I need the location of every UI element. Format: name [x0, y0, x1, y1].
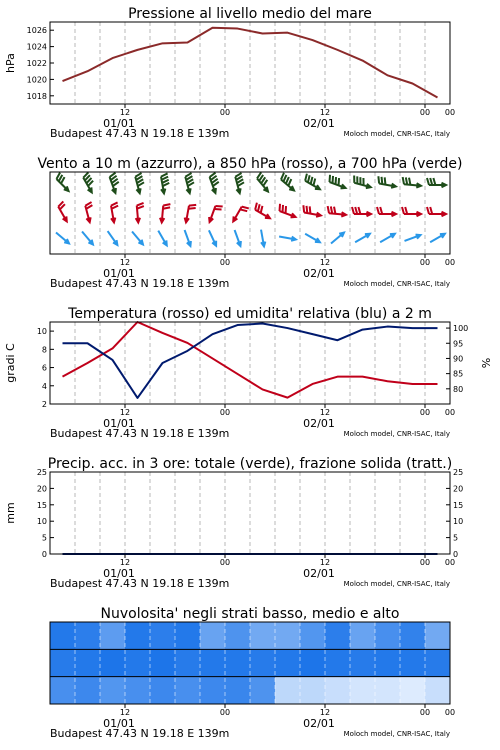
x-tick-label: 00 — [419, 108, 431, 117]
wind-barb — [58, 201, 67, 221]
y-axis-label: hPa — [4, 53, 17, 73]
cloud-cell — [300, 622, 326, 649]
x-tick-label: 12 — [319, 108, 331, 117]
x-tick-label: 00 — [444, 708, 456, 717]
wind-barb — [281, 173, 294, 191]
y-axis-left-2 — [37, 327, 54, 409]
cloud-cell — [300, 677, 326, 704]
cloud-cell — [250, 677, 276, 704]
wind-barb — [235, 173, 244, 193]
y-axis-right-2 — [446, 324, 468, 394]
wind-barb — [160, 204, 170, 222]
x-tick-label: 00 — [219, 558, 231, 567]
y-axis-right-3 — [446, 468, 463, 559]
cloud-cell — [400, 622, 426, 649]
wind-barb — [331, 233, 344, 244]
x-tick-label: 00 — [219, 258, 231, 267]
y-axis-label: gradi C — [4, 343, 17, 383]
wind-barb — [355, 234, 370, 243]
cloud-cell — [250, 649, 276, 676]
x-axis-0 — [50, 104, 455, 140]
wind-barb — [402, 207, 421, 216]
wind-barb — [210, 173, 219, 193]
plot-frame — [50, 22, 450, 104]
wind-barb — [427, 207, 446, 216]
location-label: Budapest 47.43 N 19.18 E 139m — [50, 277, 230, 290]
wind-barb — [233, 207, 249, 222]
cloud-cell — [200, 649, 226, 676]
wind-barb — [209, 206, 223, 222]
panel-title-3: Precip. acc. in 3 ore: totale (verde), frazione solida (tratt.) — [47, 456, 453, 472]
x-tick-label: 00 — [444, 408, 456, 417]
panel-1 — [75, 172, 425, 254]
x-tick-label: 12 — [119, 408, 131, 417]
y-axis-left-3 — [37, 468, 54, 559]
x-date-label: 01/01 — [103, 417, 135, 430]
model-credit: Moloch model, CNR-ISAC, Italy — [343, 130, 450, 138]
cloud-cell — [325, 649, 351, 676]
wind-barb — [261, 230, 265, 247]
y-tick-label: 6 — [41, 363, 47, 373]
cloud-cell — [150, 677, 176, 704]
y-tick-label: 25 — [36, 468, 47, 477]
x-tick-label: 00 — [219, 708, 231, 717]
y-tick-label: 0 — [41, 550, 47, 559]
y-axis-label: mm — [4, 502, 17, 524]
y-axis-label-right: % — [480, 357, 493, 369]
x-tick-label: 00 — [444, 558, 456, 567]
location-label: Budapest 47.43 N 19.18 E 139m — [50, 127, 230, 140]
y-tick-label: 85 — [453, 369, 464, 379]
wind-barb — [427, 178, 446, 187]
model-credit: Moloch model, CNR-ISAC, Italy — [343, 280, 450, 288]
wind-barb — [132, 231, 143, 244]
wind-barb — [235, 230, 241, 246]
x-tick-label: 12 — [319, 558, 331, 567]
y-tick-label: 15 — [36, 500, 47, 510]
cloud-cell — [175, 677, 201, 704]
barbs-850hpa — [58, 201, 446, 222]
x-date-label: 01/01 — [103, 117, 135, 130]
x-tick-label: 12 — [319, 408, 331, 417]
wind-barb — [354, 176, 371, 189]
plot-frame — [50, 472, 450, 554]
wind-barb — [111, 202, 118, 222]
wind-barb — [305, 174, 320, 190]
x-tick-label: 12 — [119, 708, 131, 717]
wind-barb — [85, 202, 92, 222]
wind-barb — [405, 235, 421, 241]
cloud-cell — [350, 677, 376, 704]
x-date-label: 02/01 — [303, 567, 335, 580]
wind-barb — [185, 205, 197, 222]
wind-barb — [110, 173, 119, 193]
y-tick-label: 4 — [41, 381, 47, 391]
wind-barb — [328, 206, 346, 216]
y-tick-label: 8 — [41, 345, 47, 355]
wind-barb — [280, 204, 296, 218]
cloud-cell — [225, 622, 251, 649]
x-tick-label: 00 — [419, 258, 431, 267]
cloud-cell — [425, 649, 451, 676]
wind-barb — [136, 203, 144, 223]
cloud-cell — [150, 649, 176, 676]
wind-barb — [185, 173, 194, 193]
wind-barb — [305, 234, 320, 243]
x-date-label: 02/01 — [303, 417, 335, 430]
panel-title-0: Pressione al livello medio del mare — [128, 6, 372, 22]
y-tick-label: 20 — [453, 484, 464, 494]
cloud-cell — [175, 622, 201, 649]
x-tick-label: 00 — [419, 558, 431, 567]
panel-title-1: Vento a 10 m (azzurro), a 850 hPa (rosso), a 700 hPa (verde) — [37, 156, 463, 172]
y-tick-label: 2 — [41, 400, 47, 409]
cloud-cell — [350, 649, 376, 676]
y-tick-label: 1026 — [26, 26, 47, 36]
wind-barb — [380, 234, 395, 243]
y-tick-label: 1022 — [26, 59, 47, 68]
wind-barb — [330, 175, 346, 189]
cloud-cell — [125, 677, 151, 704]
cloud-cell — [400, 677, 426, 704]
model-credit: Moloch model, CNR-ISAC, Italy — [343, 430, 450, 438]
model-credit: Moloch model, CNR-ISAC, Italy — [343, 580, 450, 588]
wind-barb — [430, 234, 445, 243]
y-tick-label: 90 — [453, 354, 464, 364]
cloud-cell — [275, 622, 301, 649]
wind-barb — [403, 177, 421, 187]
cloud-cell — [100, 677, 126, 704]
x-tick-label: 12 — [119, 108, 131, 117]
y-tick-label: 25 — [453, 468, 464, 477]
cloud-cell — [275, 677, 301, 704]
y-tick-label: 100 — [453, 324, 469, 334]
location-label: Budapest 47.43 N 19.18 E 139m — [50, 577, 230, 590]
cloud-cell — [400, 649, 426, 676]
wind-barb — [303, 205, 320, 217]
panel-title-4: Nuvolosita' negli strati basso, medio e alto — [100, 606, 400, 622]
x-date-label: 01/01 — [103, 717, 135, 730]
cloud-cell — [225, 677, 251, 704]
y-tick-label: 5 — [453, 533, 459, 543]
x-date-label: 01/01 — [103, 267, 135, 280]
wind-barb — [255, 203, 270, 219]
x-date-label: 02/01 — [303, 267, 335, 280]
y-tick-label: 10 — [36, 327, 47, 337]
wind-barb — [352, 207, 371, 216]
cloud-cell — [75, 677, 101, 704]
x-tick-label: 00 — [419, 408, 431, 417]
cloud-cell — [200, 622, 226, 649]
cloud-cell — [250, 622, 276, 649]
wind-barb — [161, 173, 169, 193]
panel-2 — [75, 322, 425, 404]
cloud-cell — [300, 649, 326, 676]
cloud-cell — [50, 622, 76, 649]
x-axis-2 — [50, 404, 455, 440]
cloud-cell — [425, 622, 451, 649]
cloud-cell — [100, 649, 126, 676]
location-label: Budapest 47.43 N 19.18 E 139m — [50, 727, 230, 740]
wind-barb — [279, 237, 296, 241]
panel-3 — [75, 472, 425, 554]
x-tick-label: 12 — [319, 258, 331, 267]
cloud-cell — [150, 622, 176, 649]
y-tick-label: 95 — [453, 339, 464, 349]
y-tick-label: 1018 — [26, 91, 47, 101]
cloud-cell — [425, 677, 451, 704]
wind-barb — [56, 233, 69, 244]
cloud-cell — [200, 677, 226, 704]
wind-barb — [378, 176, 395, 188]
x-tick-label: 00 — [219, 108, 231, 117]
location-label: Budapest 47.43 N 19.18 E 139m — [50, 427, 230, 440]
wind-barb — [108, 231, 118, 245]
y-tick-label: 15 — [453, 500, 464, 510]
panel-0 — [75, 22, 425, 104]
cloud-cell — [75, 649, 101, 676]
y-tick-label: 10 — [453, 517, 464, 527]
y-tick-label: 80 — [453, 384, 464, 394]
cloud-cell — [275, 649, 301, 676]
cloud-cell — [225, 649, 251, 676]
x-tick-label: 12 — [319, 708, 331, 717]
wind-barb — [185, 230, 191, 246]
wind-barb — [83, 172, 93, 192]
barbs-700hpa — [56, 172, 446, 193]
cloud-cell — [375, 677, 401, 704]
x-tick-label: 00 — [419, 708, 431, 717]
x-tick-label: 00 — [444, 108, 456, 117]
x-date-label: 02/01 — [303, 117, 335, 130]
wind-barb — [209, 230, 216, 245]
wind-barb — [158, 231, 167, 246]
wind-barb — [135, 173, 144, 193]
model-credit: Moloch model, CNR-ISAC, Italy — [343, 730, 450, 738]
x-axis-3 — [50, 554, 455, 590]
y-tick-label: 0 — [453, 550, 459, 559]
cloud-cell — [125, 622, 151, 649]
wind-barb — [257, 172, 268, 191]
x-axis-4 — [50, 704, 455, 740]
y-tick-label: 20 — [36, 484, 47, 494]
x-tick-label: 00 — [444, 258, 456, 267]
wind-barb — [56, 173, 68, 191]
y-tick-label: 5 — [41, 533, 47, 543]
cloud-cell — [350, 622, 376, 649]
y-tick-label: 10 — [36, 517, 47, 527]
cloud-cell — [50, 649, 76, 676]
cloud-cell — [100, 622, 126, 649]
wind-barb — [82, 231, 93, 244]
x-date-label: 02/01 — [303, 717, 335, 730]
x-tick-label: 12 — [119, 258, 131, 267]
wind-barb — [377, 207, 396, 216]
panel-title-2: Temperatura (rosso) ed umidita' relativa (blu) a 2 m — [68, 306, 432, 322]
x-tick-label: 00 — [219, 408, 231, 417]
x-date-label: 01/01 — [103, 567, 135, 580]
plot-frame — [50, 322, 450, 404]
cloud-cell — [375, 649, 401, 676]
y-tick-label: 1024 — [26, 42, 47, 52]
x-axis-1 — [50, 254, 455, 290]
y-tick-label: 1020 — [26, 75, 47, 85]
cloud-cell — [125, 649, 151, 676]
x-tick-label: 12 — [119, 558, 131, 567]
cloud-cell — [375, 622, 401, 649]
cloud-cell — [75, 622, 101, 649]
cloud-cell — [325, 677, 351, 704]
cloud-cell — [325, 622, 351, 649]
cloud-cell — [50, 677, 76, 704]
cloud-cell — [175, 649, 201, 676]
